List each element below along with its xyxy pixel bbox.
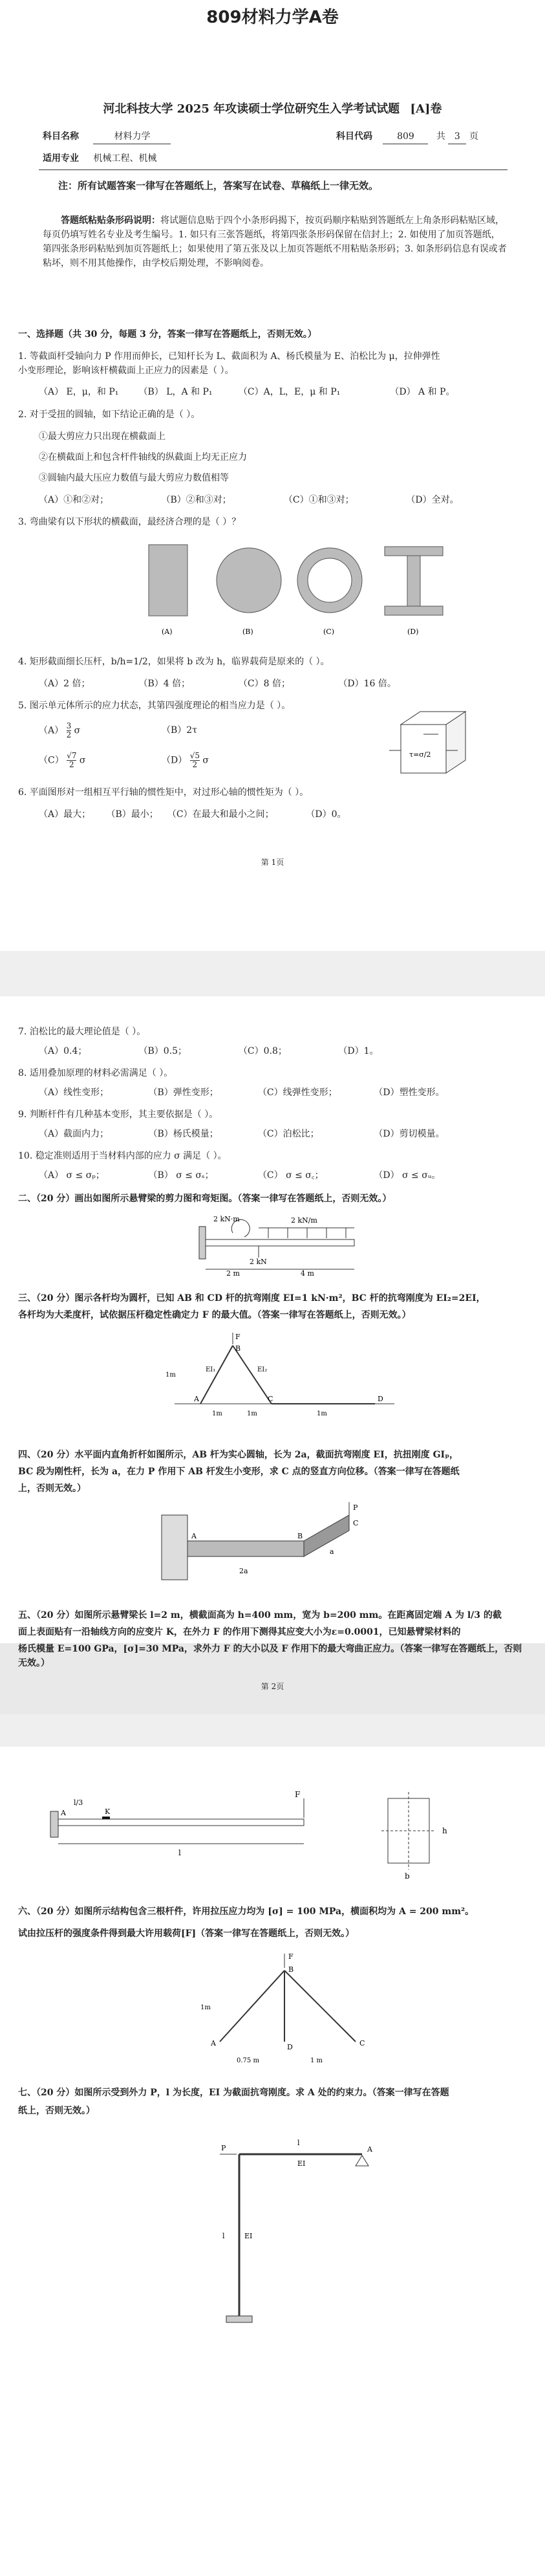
q1-options xyxy=(39,385,517,399)
arm-bc xyxy=(304,1515,349,1556)
section-d-bottom-flange xyxy=(385,606,443,615)
q2-options xyxy=(39,493,517,507)
s5-label-a: A xyxy=(61,1809,66,1817)
page-2-footer: 第 2页 xyxy=(261,1682,284,1691)
q3-label-a: (A) xyxy=(162,628,173,636)
q8-options: （A）线性变形； （B）弹性变形； （C）线弹性变形； （D）塑性变形。 xyxy=(39,1087,445,1098)
q5-stress-element-figure xyxy=(388,705,485,783)
q4-option-c: （C）8 倍； xyxy=(238,679,290,689)
s5-label-k: K xyxy=(105,1807,111,1816)
section2-beam-figure xyxy=(194,1212,375,1277)
q9-options: （A）截面内力； （B）杨氏模量； （C）泊松比； （D）剪切模量。 xyxy=(39,1129,445,1139)
q10-stem: 10. 稳定准则适用于当材料内部的应力 σ 满足（ ）。 xyxy=(18,1151,227,1161)
q2-option-c: （C）①和③对； xyxy=(283,495,354,505)
q1-stem-2: 小变形理论，影响该杆横截面上正应力的因素是（ ）。 xyxy=(18,366,234,376)
q1-stem-1: 1. 等截面杆受轴向力 P 作用而伸长，已知杆长为 L、截面积为 A、杨氏模量为 E、泊松比为 μ，拉伸弹性 xyxy=(18,351,440,362)
section-d-web xyxy=(407,556,420,606)
section3-title-1: 三、（20 分）图示各杆均为圆杆，已知 AB 和 CD 杆的抗弯刚度 EI=1 kN·m²，BC 杆的抗弯刚度为 EI₂=2EI， xyxy=(18,1293,486,1304)
cantilever-beam xyxy=(58,1819,304,1826)
shaft-ab xyxy=(187,1541,304,1556)
major-label: 适用专业 xyxy=(43,153,79,164)
member-bc xyxy=(233,1346,272,1404)
s3-label-f: F xyxy=(235,1333,240,1341)
s6-label-a: A xyxy=(211,2039,216,2047)
q6-option-a: （A）最大； xyxy=(39,809,91,820)
q3-label-b: (B) xyxy=(242,628,253,636)
subject-label: 科目名称 xyxy=(43,131,79,142)
q5-option-b: （B）2τ xyxy=(162,725,197,736)
barcode-instructions: 答题纸粘贴条形码说明：将试题信息贴于四个小条形码揭下，按页码顺序粘贴到答题纸左上角条形码粘贴区域，每页仍填写姓名专业及考生编号。1. 如只有三张答题纸，将第四张条形码保留在信封上；2. 如使用了加页答题纸，第四张条形码粘贴到加页答题纸上；如果使用了第五张及以上加页答题纸不用粘贴条形码；3. 如条形码信息有误或者粘坏，则不用其他操作，由学校后期处理，不影响阅卷。 xyxy=(43,215,507,268)
code-value: 809 xyxy=(383,129,428,144)
major-value: 机械工程、机械 xyxy=(93,153,157,164)
section4-title-1: 四、（20 分）水平面内直角折杆如图所示，AB 杆为实心圆轴，长为 2a，截面抗弯刚度 EI，抗扭刚度 GIₚ， xyxy=(18,1450,459,1460)
q1-option-c: （C）A，L，E，μ 和 P₁ xyxy=(238,387,341,397)
q6-option-b: （B）最小； xyxy=(106,809,158,820)
code-row: 科目代码 809 共 3 页 xyxy=(336,129,517,144)
s3-label-d: D xyxy=(378,1395,383,1403)
section6-title-1: 六、（20 分）如图所示结构包含三根杆件，许用拉压应力均为 [σ] = 100 MPa，横面积均为 A = 200 mm²。 xyxy=(18,1906,475,1917)
section4-title-2: BC 段为刚性杆，长为 a，在力 P 作用下 AB 杆发生小变形，求 C 点的竖直方向位移。（答案一律写在答题纸 xyxy=(18,1467,460,1477)
bar-ab xyxy=(220,1970,284,2042)
q1-option-d: （D） A 和 P。 xyxy=(390,387,455,397)
pages-value: 3 xyxy=(448,129,466,144)
header-rule xyxy=(39,169,508,170)
q2-line-2: ②在横截面上和包含杆件轴线的纵截面上均无正应力 xyxy=(39,452,247,463)
q5-option-c: （C） $\frac{√7}{2}$ σ xyxy=(39,751,86,769)
q6-option-c: （C）在最大和最小之间； xyxy=(167,809,274,820)
member-ab xyxy=(200,1346,233,1404)
s3-label-ei2: EI₂ xyxy=(257,1366,268,1373)
s6-label-d1: 0.75 m xyxy=(237,2057,259,2064)
bar-bc xyxy=(284,1970,356,2042)
q3-cross-sections-figure xyxy=(142,537,453,640)
s3-label-h: 1m xyxy=(166,1371,176,1379)
q5-option-d: （D） $\frac{√5}{2}$ σ xyxy=(162,751,209,769)
q4-stem: 4. 矩形截面细长压杆，b/h=1/2，如果将 b 改为 h，临界载荷是原来的（ ）。 xyxy=(18,657,330,667)
q3-label-d: (D) xyxy=(407,628,419,636)
s2-moment-label: 2 kN·m xyxy=(213,1215,240,1223)
section2-title: 二、（20 分）画出如图所示悬臂梁的剪力图和弯矩图。（答案一律写在答题纸上，否则无效。） xyxy=(18,1194,392,1204)
q9-stem: 9. 判断杆件有几种基本变形，其主要依据是（ ）。 xyxy=(18,1109,219,1120)
section1-title: 一、选择题（共 30 分，每题 3 分，答案一律写在答题纸上，否则无效。） xyxy=(18,329,317,340)
s6-label-d2: 1 m xyxy=(310,2057,323,2064)
element-front-face xyxy=(401,725,446,773)
s6-label-f: F xyxy=(288,1952,294,1961)
q5-option-a: （A） $\frac{3}{2}$ σ xyxy=(39,721,81,739)
q5-d-numerator: √5 xyxy=(189,751,200,760)
s4-label-p: P xyxy=(353,1503,358,1512)
s5-label-h: h xyxy=(442,1826,447,1835)
q2-option-d: （D）全对。 xyxy=(406,495,459,505)
page-1-footer: 第 1页 xyxy=(261,858,284,867)
q4-option-d: （D）16 倍。 xyxy=(338,679,396,689)
page-gap-2 xyxy=(0,1714,545,1747)
q7-options: （A）0.4； （B）0.5； （C）0.8； （D）1。 xyxy=(39,1046,379,1056)
s5-label-l: l xyxy=(178,1848,181,1857)
q6-stem: 6. 平面图形对一组相互平行轴的惯性矩中，对过形心轴的惯性矩为（ ）。 xyxy=(18,787,309,798)
section5-title-2: 面上表面贴有一沿轴线方向的应变片 K，在外力 F 的作用下测得其应变大小为ε=0.0001，已知悬臂梁材料的 xyxy=(18,1627,461,1637)
s7-label-ei2: EI xyxy=(244,2232,253,2240)
q2-line-1: ①最大剪应力只出现在横截面上 xyxy=(39,431,166,442)
q2-option-b: （B）②和③对； xyxy=(161,495,231,505)
q4-option-b: （B）4 倍； xyxy=(138,679,191,689)
section3-frame-figure xyxy=(162,1333,420,1430)
q5-fig-label: τ=σ/2 xyxy=(409,750,431,759)
s6-label-c: C xyxy=(359,2039,365,2047)
s4-label-c: C xyxy=(353,1519,359,1527)
s7-label-l1: l xyxy=(297,2139,300,2147)
q6-option-d: （D）0。 xyxy=(306,809,347,820)
page-gap-1 xyxy=(0,951,545,996)
s5-label-l3: l/3 xyxy=(74,1798,83,1807)
q5-c-numerator: √7 xyxy=(67,751,77,760)
section-b-solid-circle xyxy=(217,548,281,613)
q1-option-b: （B） L，A 和 P₁ xyxy=(138,387,213,397)
s3-label-ei1: EI₁ xyxy=(206,1366,216,1373)
q5-stem: 5. 图示单元体所示的应力状态，其第四强度理论的相当应力是（ ）。 xyxy=(18,701,291,711)
s2-load-label: 2 kN/m xyxy=(291,1216,317,1225)
q5-c-denominator: 2 xyxy=(69,760,74,769)
s6-label-b: B xyxy=(288,1965,294,1974)
section7-frame-figure xyxy=(213,2135,394,2329)
q2-option-a: （A）①和②对； xyxy=(39,495,109,505)
strain-gauge-k xyxy=(102,1817,110,1819)
section-a-rect xyxy=(149,545,187,616)
section5-cross-section-figure xyxy=(362,1785,478,1883)
q4-option-a: （A）2 倍； xyxy=(39,679,91,689)
q10-options: （A） σ ≤ σₚ； （B） σ ≤ σₛ； （C） σ ≤ σ꜀； （D） σ ≤ σᵤ。 xyxy=(39,1170,441,1181)
s5-label-f: F xyxy=(295,1790,301,1799)
q2-line-3: ③圆轴内最大压应力数值与最大剪应力数值相等 xyxy=(39,473,229,483)
q8-stem: 8. 适用叠加原理的材料必需满足（ ）。 xyxy=(18,1068,173,1078)
major-row xyxy=(43,151,495,166)
s2-force-label: 2 kN xyxy=(250,1258,267,1266)
s5-label-b: b xyxy=(405,1872,410,1881)
s6-label-d: D xyxy=(287,2043,293,2051)
s3-label-b: B xyxy=(235,1344,241,1353)
section3-title-2: 各杆均为大柔度杆，试依据压杆稳定性确定力 F 的最大值。（答案一律写在答题纸上，否则无效。） xyxy=(18,1310,411,1320)
s2-dim2-label: 4 m xyxy=(301,1269,314,1277)
q7-stem: 7. 泊松比的最大理论值是（ ）。 xyxy=(18,1027,146,1037)
fixed-wall xyxy=(199,1227,206,1259)
s3-label-c: C xyxy=(268,1395,273,1403)
subject-value: 材料力学 xyxy=(93,129,171,144)
s7-label-a: A xyxy=(367,2145,372,2154)
section-d-top-flange xyxy=(385,547,443,556)
q5-a-denominator: 2 xyxy=(66,730,72,739)
section4-bent-bar-figure xyxy=(155,1502,401,1599)
school-exam-title: 河北科技大学 2025 年攻读硕士学位研究生入学考试试题 [A]卷 xyxy=(103,102,442,116)
beam xyxy=(206,1239,354,1246)
s3-label-s2: 1m xyxy=(247,1410,257,1417)
q5-d-denominator: 2 xyxy=(192,760,198,769)
pin-support-a xyxy=(356,2156,369,2166)
section-c-hole xyxy=(308,558,352,602)
fixed-end xyxy=(50,1811,58,1837)
section5-title-1: 五、（20 分）如图所示悬臂梁长 l=2 m，横截面高为 h=400 mm，宽为 b=200 mm。在距离固定端 A 为 l/3 的截 xyxy=(18,1610,502,1621)
q5-a-numerator: 3 xyxy=(66,721,72,730)
s7-label-ei1: EI xyxy=(297,2159,306,2168)
section5-title-3: 杨氏模量 E=100 GPa，[σ]=30 MPa，求外力 F 的大小以及 F 作用下的最大弯曲正应力。（答案一律写在答题纸上，否则无效。） xyxy=(18,1644,522,1668)
q4-options xyxy=(39,677,517,691)
section6-truss-figure xyxy=(194,1951,388,2068)
section5-cantilever-figure xyxy=(45,1785,317,1870)
document-title: 809材料力学A卷 xyxy=(206,8,339,27)
fixed-base xyxy=(226,2316,252,2322)
section4-title-3: 上，否则无效。） xyxy=(18,1483,86,1494)
section7-title-2: 纸上，否则无效。） xyxy=(18,2106,95,2116)
q3-stem: 3. 弯曲梁有以下形状的横截面，最经济合理的是（ ）？ xyxy=(18,517,241,527)
s3-label-s3: 1m xyxy=(317,1410,327,1417)
s3-label-a: A xyxy=(194,1395,199,1403)
section7-title-1: 七、（20 分）如图所示受到外力 P，l 为长度，EI 为截面抗弯刚度。求 A 处的约束力。（答案一律写在答题 xyxy=(18,2088,449,2098)
s3-label-s1: 1m xyxy=(212,1410,222,1417)
wall xyxy=(162,1515,187,1580)
code-label: 科目代码 xyxy=(336,131,372,142)
section6-title-2: 试由拉压杆的强度条件得到最大许用载荷[F]（答案一律写在答题纸上，否则无效。） xyxy=(18,1928,355,1939)
s6-label-h: 1m xyxy=(200,2004,211,2011)
q2-stem: 2. 对于受扭的圆轴，如下结论正确的是（ ）。 xyxy=(18,409,200,420)
s4-label-2a: 2a xyxy=(239,1567,248,1575)
q3-label-c: (C) xyxy=(323,628,334,636)
s7-label-p: P xyxy=(221,2144,226,2152)
q1-option-a: （A） E，μ，和 P₁ xyxy=(39,387,119,397)
s2-dim1-label: 2 m xyxy=(226,1269,240,1277)
s4-label-b: B xyxy=(297,1532,303,1540)
q6-options xyxy=(39,807,517,822)
s7-label-l2: l xyxy=(222,2232,225,2240)
s4-label-a: A xyxy=(191,1532,197,1540)
s4-label-a-len: a xyxy=(330,1547,334,1556)
notice: 注：所有试题答案一律写在答题纸上，答案写在试卷、草稿纸上一律无效。 xyxy=(58,180,379,191)
